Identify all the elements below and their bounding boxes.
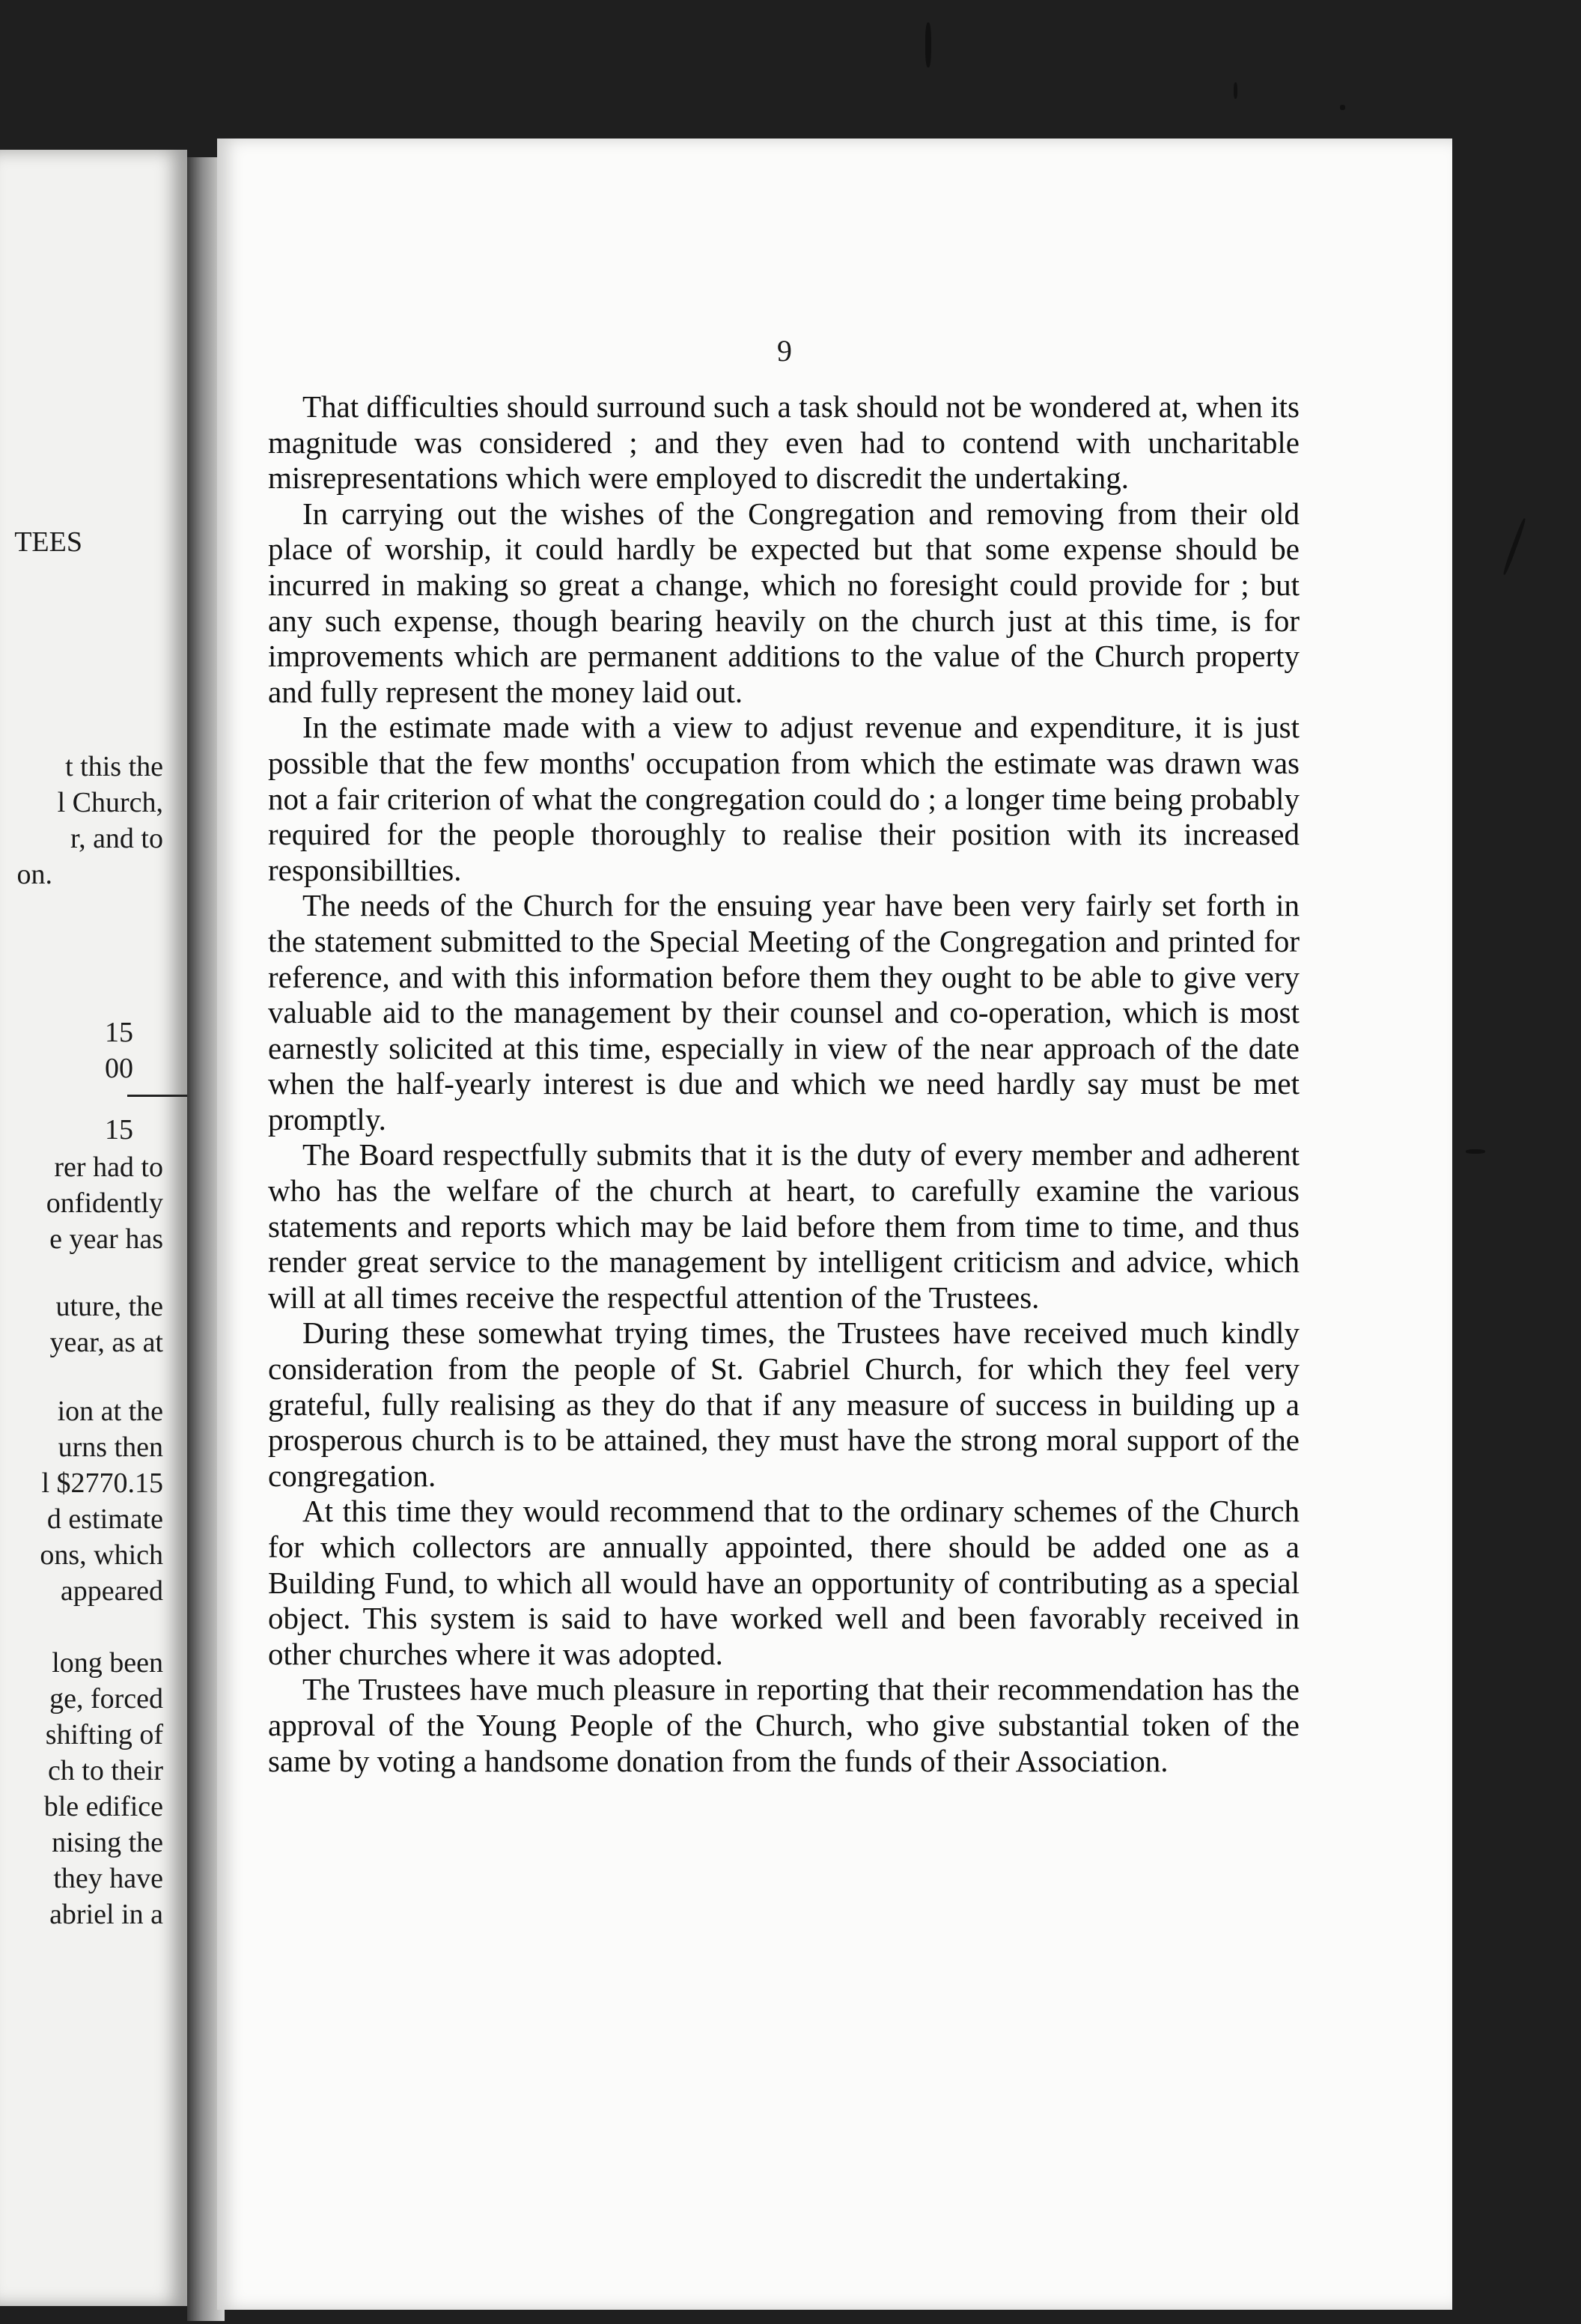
left-page-line: appeared <box>60 1575 163 1607</box>
left-page-line: t this the <box>65 751 163 782</box>
left-page-line: uture, the <box>55 1291 163 1322</box>
scan-speck <box>1340 105 1345 110</box>
left-page-line: 00 <box>105 1053 133 1084</box>
paragraph: In carrying out the wishes of the Congregation and removing from their old place of worship, it could hardly be expected but that some expense should be incurred in making so great a change, which no foresight could provide for ; but any such expense, though bearing heavily on the church just at this time, is for improvements which are permanent additions to the value of the Church property and fully represent the money laid out. <box>268 496 1300 709</box>
left-page-line: urns then <box>58 1432 163 1463</box>
left-page-line: l Church, <box>57 787 163 818</box>
left-page-line: they have <box>53 1863 163 1894</box>
paragraph: That difficulties should surround such a task should not be wondered at, when its magnitude was considered ; and they even had to contend with uncharitable misrepresentations which were employed to discredit the undertaking. <box>268 389 1300 496</box>
left-page-line: ons, which <box>40 1539 163 1571</box>
page-body <box>268 389 1300 1779</box>
left-page-line: d estimate <box>46 1503 163 1535</box>
left-page-line: l $2770.15 <box>41 1467 163 1499</box>
left-page-heading: TEES <box>14 526 82 558</box>
previous-page <box>0 150 187 2306</box>
left-page-line: year, as at <box>49 1327 163 1358</box>
left-page-line: rer had to <box>54 1152 163 1183</box>
left-page-line: ge, forced <box>49 1683 163 1715</box>
left-page-line: shifting of <box>45 1719 163 1750</box>
left-page-line: ch to their <box>47 1755 163 1786</box>
paragraph: The Trustees have much pleasure in reporting that their recommendation has the approval of the Young People of the Church, who give substantial token of the same by voting a handsome donation from the funds of their Association. <box>268 1672 1300 1778</box>
scan-speck <box>925 22 931 67</box>
left-page-line: on. <box>16 859 52 890</box>
left-page-line: 15 <box>105 1017 133 1048</box>
left-page-sum-rule <box>127 1095 187 1097</box>
scan-speck <box>1466 1149 1485 1154</box>
left-page-line: nising the <box>52 1827 163 1858</box>
paragraph: The Board respectfully submits that it is the duty of every member and adherent who has the welfare of the church at heart, to carefully examine the various statements and reports which may be laid before them from time to time, and thus render great service to the management by intelligent criticism and advice, which will at all times receive the respectful attention of the Trustees. <box>268 1137 1300 1315</box>
paragraph: At this time they would recommend that to the ordinary schemes of the Church for which collectors are annually appointed, there should be added one as a Building Fund, to which all would have an opportunity of contributing as a special object. This system is said to have worked well and been favorably received in other churches where it was adopted. <box>268 1494 1300 1671</box>
paragraph: During these somewhat trying times, the Trustees have received much kindly consideration from the people of St. Gabriel Church, for which they feel very grateful, fully realising as they do that if any measure of success in building up a prosperous church is to be attained, they must have the strong moral support of the congregation. <box>268 1315 1300 1493</box>
paragraph: In the estimate made with a view to adjust revenue and expenditure, it is just possible that the few months' occupation from which the estimate was drawn was not a fair criterion of what the congregation could do ; a longer time being probably required for the people thoroughly to realise their position with its increased responsibillties. <box>268 710 1300 887</box>
left-page-line: 15 <box>105 1114 133 1146</box>
scan-speck <box>1234 82 1237 99</box>
paragraph: The needs of the Church for the ensuing year have been very fairly set forth in the statement submitted to the Special Meeting of the Congregation and printed for reference, and with this information before them they ought to be able to give very valuable aid to the management by their counsel and co-operation, which is most earnestly solicited at this time, especially in view of the near approach of the date when the half-yearly interest is due and which we need hardly say must be met promptly. <box>268 888 1300 1137</box>
page-number: 9 <box>777 334 792 368</box>
left-page-line: ion at the <box>57 1396 163 1427</box>
left-page-line: r, and to <box>70 823 163 854</box>
left-page-line: abriel in a <box>49 1899 163 1930</box>
left-page-line: onfidently <box>46 1187 163 1219</box>
left-page-line: long been <box>52 1647 163 1679</box>
left-page-line: e year has <box>49 1223 163 1255</box>
left-page-line: ble edifice <box>43 1791 163 1822</box>
